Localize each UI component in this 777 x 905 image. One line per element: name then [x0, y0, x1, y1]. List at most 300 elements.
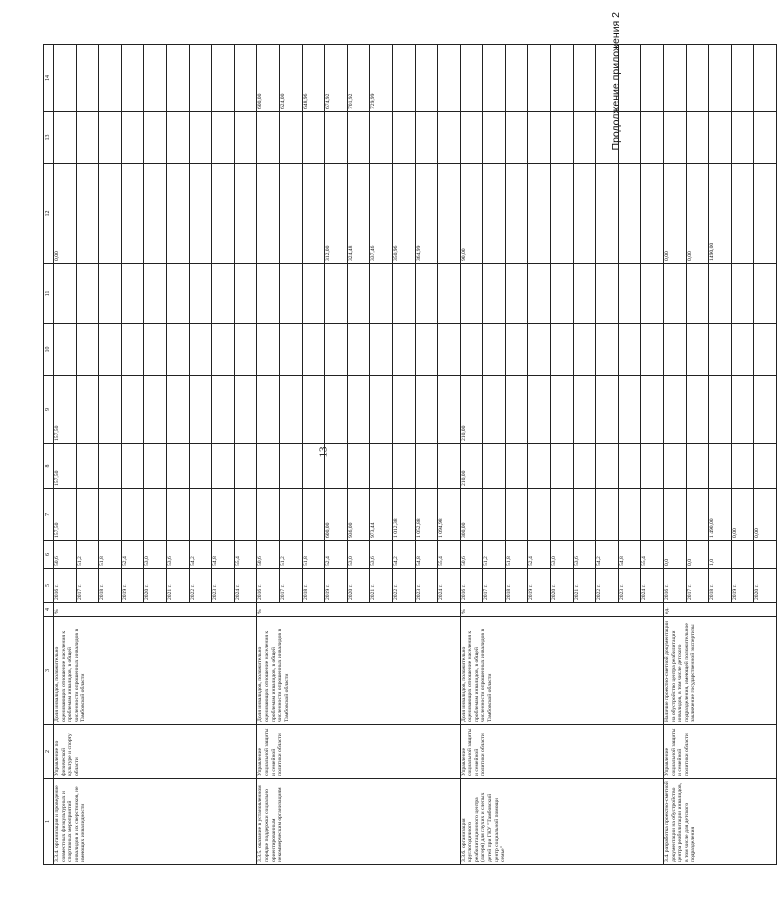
value-cell — [483, 489, 506, 541]
value-cell — [212, 376, 235, 444]
value-cell — [438, 324, 461, 376]
value-cell — [212, 164, 235, 264]
year-cell: 2023 г. — [212, 569, 235, 603]
value-cell: 54,2 — [189, 541, 212, 569]
value-cell — [686, 324, 709, 376]
value-cell: 55,4 — [438, 541, 461, 569]
year-cell: 2017 г. — [686, 569, 709, 603]
responsible-executor: Управление социальной защиты и семейной политики области — [460, 725, 663, 779]
value-cell — [99, 45, 122, 112]
value-cell — [347, 376, 370, 444]
value-cell — [279, 444, 302, 489]
value-cell — [686, 264, 709, 324]
year-cell: 2021 г. — [166, 569, 189, 603]
value-cell: 51,2 — [279, 541, 302, 569]
value-cell — [505, 324, 528, 376]
value-cell — [731, 45, 754, 112]
value-cell: 0,00 — [664, 164, 687, 264]
indicator-name: Доля инвалидов, положительно оценивающих отношение населения к проблемам инвалидов, в общей численности опрошенных инвалидов в Тамбовской области — [54, 617, 257, 725]
value-cell — [76, 164, 99, 264]
value-cell — [392, 376, 415, 444]
value-cell — [505, 376, 528, 444]
value-cell — [76, 324, 99, 376]
header-cell: 11 — [44, 264, 54, 324]
value-cell — [596, 45, 619, 112]
year-cell: 2018 г. — [709, 569, 732, 603]
value-cell — [76, 489, 99, 541]
value-cell — [641, 45, 664, 112]
value-cell: 50,6 — [460, 541, 483, 569]
value-cell — [121, 444, 144, 489]
value-cell: 54,8 — [618, 541, 641, 569]
value-cell — [189, 264, 212, 324]
responsible-executor: Управление социальной защиты и семейной политики области — [257, 725, 460, 779]
value-cell — [144, 376, 167, 444]
value-cell — [460, 324, 483, 376]
year-cell: 2024 г. — [641, 569, 664, 603]
value-cell — [709, 324, 732, 376]
year-cell: 2020 г. — [144, 569, 167, 603]
value-cell — [460, 112, 483, 164]
value-cell — [618, 489, 641, 541]
value-cell: 51,8 — [302, 541, 325, 569]
value-cell — [347, 444, 370, 489]
value-cell — [234, 444, 257, 489]
value-cell: 50,6 — [257, 541, 280, 569]
value-cell — [686, 444, 709, 489]
value-cell — [347, 112, 370, 164]
value-cell — [483, 444, 506, 489]
value-cell — [709, 45, 732, 112]
value-cell — [573, 112, 596, 164]
year-cell: 2023 г. — [415, 569, 438, 603]
value-cell — [212, 264, 235, 324]
value-cell — [189, 489, 212, 541]
value-cell — [415, 45, 438, 112]
value-cell — [76, 376, 99, 444]
header-cell: 13 — [44, 112, 54, 164]
activity-name: 3.3.4. организация и проведение совместных физкультурных и спортивных мероприятий инвалидов и их сверстников, не имеющих инвалидности — [54, 779, 257, 865]
value-cell: 157,50 — [54, 444, 77, 489]
value-cell — [528, 324, 551, 376]
value-cell — [121, 489, 144, 541]
value-cell — [189, 45, 212, 112]
value-cell — [234, 112, 257, 164]
value-cell — [54, 324, 77, 376]
year-cell: 2024 г. — [438, 569, 461, 603]
value-cell — [121, 112, 144, 164]
value-cell — [754, 45, 777, 112]
indicator-name: Наличие проектно-сметной документации на обустройство центра реабилитации инвалидов, в том числе детского подразделения, имеющей положительное заключение государственной экспертизы — [664, 617, 777, 725]
value-cell — [618, 264, 641, 324]
year-cell: 2024 г. — [234, 569, 257, 603]
value-cell: 157,50 — [54, 489, 77, 541]
value-cell — [573, 264, 596, 324]
value-cell: 600,00 — [325, 489, 348, 541]
value-cell — [212, 489, 235, 541]
value-cell — [392, 264, 415, 324]
value-cell — [573, 324, 596, 376]
value-cell: 674,92 — [325, 45, 348, 112]
value-cell — [731, 541, 754, 569]
year-cell: 2020 г. — [347, 569, 370, 603]
value-cell — [618, 444, 641, 489]
year-cell: 2019 г. — [528, 569, 551, 603]
value-cell — [460, 45, 483, 112]
indicator-name: Доля инвалидов, положительно оценивающих отношение населения к проблемам инвалидов, в общей численности опрошенных инвалидов в Тамбовской области — [460, 617, 663, 725]
value-cell — [528, 164, 551, 264]
value-cell: 324,48 — [347, 164, 370, 264]
value-cell — [257, 164, 280, 264]
value-cell — [144, 164, 167, 264]
appendix-caption: Продолжение приложения 2 — [610, 12, 622, 151]
value-cell: 337,46 — [370, 164, 393, 264]
value-cell — [144, 112, 167, 164]
value-cell: 51,8 — [505, 541, 528, 569]
value-cell — [551, 444, 574, 489]
value-cell — [618, 376, 641, 444]
value-cell: 936,00 — [347, 489, 370, 541]
value-cell: 364,99 — [415, 164, 438, 264]
value-cell: 210,00 — [460, 376, 483, 444]
value-cell — [166, 444, 189, 489]
value-cell — [302, 444, 325, 489]
value-cell — [189, 112, 212, 164]
value-cell — [528, 444, 551, 489]
value-cell: 52,4 — [528, 541, 551, 569]
value-cell — [121, 45, 144, 112]
value-cell — [279, 376, 302, 444]
value-cell — [664, 45, 687, 112]
table-row — [664, 45, 687, 865]
year-cell: 2017 г. — [483, 569, 506, 603]
value-cell: 624,00 — [279, 45, 302, 112]
value-cell — [596, 112, 619, 164]
activity-name: 3.3.5. оказание в установленном порядке поддержки социально ориентированным некоммерческим организациям — [257, 779, 460, 865]
value-cell — [505, 45, 528, 112]
value-cell — [573, 45, 596, 112]
value-cell: 1 094,98 — [438, 489, 461, 541]
value-cell — [166, 164, 189, 264]
value-cell — [234, 164, 257, 264]
value-cell — [641, 264, 664, 324]
value-cell — [505, 489, 528, 541]
responsible-executor: Управление по физической культуре и спорту области — [54, 725, 257, 779]
value-cell — [505, 112, 528, 164]
unit-of-measure: % — [54, 603, 257, 617]
value-cell — [528, 376, 551, 444]
value-cell — [144, 489, 167, 541]
value-cell — [551, 112, 574, 164]
value-cell — [664, 444, 687, 489]
value-cell — [54, 264, 77, 324]
year-cell: 2016 г. — [54, 569, 77, 603]
value-cell: 1 052,88 — [415, 489, 438, 541]
value-cell — [234, 376, 257, 444]
value-cell — [483, 164, 506, 264]
value-cell — [754, 376, 777, 444]
value-cell: 53,6 — [573, 541, 596, 569]
value-cell — [234, 45, 257, 112]
value-cell: 53,6 — [166, 541, 189, 569]
value-cell — [483, 112, 506, 164]
value-cell — [370, 112, 393, 164]
value-cell — [551, 164, 574, 264]
value-cell: 1 012,38 — [392, 489, 415, 541]
value-cell — [121, 324, 144, 376]
value-cell — [731, 376, 754, 444]
value-cell — [99, 264, 122, 324]
value-cell — [618, 112, 641, 164]
year-cell: 2022 г. — [392, 569, 415, 603]
value-cell — [438, 45, 461, 112]
value-cell — [731, 264, 754, 324]
value-cell — [415, 324, 438, 376]
value-cell — [76, 444, 99, 489]
value-cell — [596, 264, 619, 324]
value-cell: 312,00 — [325, 164, 348, 264]
value-cell — [596, 324, 619, 376]
year-cell: 2020 г. — [754, 569, 777, 603]
value-cell — [551, 264, 574, 324]
year-cell: 2023 г. — [618, 569, 641, 603]
value-cell — [483, 45, 506, 112]
value-cell — [144, 264, 167, 324]
header-cell: 4 — [44, 603, 54, 617]
value-cell — [257, 112, 280, 164]
header-cell: 12 — [44, 164, 54, 264]
value-cell — [257, 444, 280, 489]
value-cell: 701,92 — [347, 45, 370, 112]
value-cell — [551, 45, 574, 112]
table-row — [257, 45, 280, 865]
value-cell: 51,2 — [76, 541, 99, 569]
value-cell — [438, 264, 461, 324]
value-cell — [392, 444, 415, 489]
value-cell — [731, 164, 754, 264]
value-cell — [257, 264, 280, 324]
header-cell: 2 — [44, 725, 54, 779]
value-cell: 1490,00 — [709, 164, 732, 264]
value-cell — [279, 264, 302, 324]
value-cell — [166, 45, 189, 112]
value-cell — [754, 324, 777, 376]
year-cell: 2016 г. — [664, 569, 687, 603]
value-cell — [166, 376, 189, 444]
value-cell — [166, 112, 189, 164]
value-cell — [641, 489, 664, 541]
value-cell — [438, 376, 461, 444]
value-cell — [144, 324, 167, 376]
value-cell — [415, 444, 438, 489]
value-cell — [573, 164, 596, 264]
value-cell — [347, 324, 370, 376]
value-cell — [166, 489, 189, 541]
value-cell — [99, 164, 122, 264]
value-cell — [279, 112, 302, 164]
value-cell: 54,8 — [212, 541, 235, 569]
value-cell — [483, 324, 506, 376]
value-cell — [302, 264, 325, 324]
value-cell: 0,00 — [54, 164, 77, 264]
value-cell — [54, 112, 77, 164]
value-cell — [234, 489, 257, 541]
value-cell — [189, 164, 212, 264]
value-cell — [189, 376, 212, 444]
value-cell: 0,00 — [754, 489, 777, 541]
value-cell — [76, 45, 99, 112]
year-cell: 2020 г. — [551, 569, 574, 603]
value-cell — [212, 324, 235, 376]
value-cell: 51,2 — [483, 541, 506, 569]
value-cell: 90,00 — [460, 164, 483, 264]
header-cell: 8 — [44, 444, 54, 489]
value-cell: 50,6 — [54, 541, 77, 569]
value-cell — [664, 376, 687, 444]
value-cell — [438, 444, 461, 489]
value-cell — [347, 264, 370, 324]
value-cell: 973,44 — [370, 489, 393, 541]
value-cell — [596, 376, 619, 444]
value-cell — [212, 45, 235, 112]
value-cell: 210,00 — [460, 444, 483, 489]
year-cell: 2017 г. — [76, 569, 99, 603]
activity-name: 3.3.6. организация круглогодичного реабилитационного центра (лагеря) для глухих и слепых детей при ГКУ "Тамбовский центр социальной помощи семье" — [460, 779, 663, 865]
value-cell — [686, 112, 709, 164]
value-cell: 0,00 — [686, 164, 709, 264]
value-cell — [279, 164, 302, 264]
value-cell — [302, 376, 325, 444]
value-cell: 1,0 — [709, 541, 732, 569]
value-cell — [686, 45, 709, 112]
value-cell — [189, 444, 212, 489]
year-cell: 2016 г. — [257, 569, 280, 603]
value-cell — [121, 164, 144, 264]
value-cell — [279, 489, 302, 541]
value-cell — [460, 264, 483, 324]
value-cell — [438, 112, 461, 164]
value-cell — [505, 444, 528, 489]
header-cell: 1 — [44, 779, 54, 865]
value-cell: 53,0 — [144, 541, 167, 569]
value-cell: 51,8 — [99, 541, 122, 569]
value-cell — [709, 264, 732, 324]
value-cell — [370, 324, 393, 376]
table-row — [460, 45, 483, 865]
value-cell — [325, 444, 348, 489]
value-cell — [551, 489, 574, 541]
value-cell — [99, 489, 122, 541]
year-cell: 2018 г. — [505, 569, 528, 603]
value-cell: 54,2 — [596, 541, 619, 569]
value-cell — [99, 444, 122, 489]
value-cell: 729,99 — [370, 45, 393, 112]
value-cell — [483, 264, 506, 324]
value-cell — [731, 444, 754, 489]
value-cell — [392, 324, 415, 376]
unit-of-measure: % — [257, 603, 460, 617]
value-cell — [370, 264, 393, 324]
value-cell — [144, 444, 167, 489]
year-cell: 2019 г. — [325, 569, 348, 603]
value-cell — [234, 264, 257, 324]
value-cell — [551, 376, 574, 444]
value-cell — [618, 164, 641, 264]
value-cell — [754, 112, 777, 164]
value-cell — [641, 324, 664, 376]
value-cell — [754, 264, 777, 324]
value-cell — [76, 112, 99, 164]
indicator-name: Доля инвалидов, положительно оценивающих отношение населения к проблемам инвалидов, в общей численности опрошенных инвалидов в Тамбовской области — [257, 617, 460, 725]
value-cell: 52,4 — [325, 541, 348, 569]
value-cell — [664, 489, 687, 541]
value-cell — [99, 324, 122, 376]
year-cell: 2018 г. — [99, 569, 122, 603]
value-cell — [302, 324, 325, 376]
value-cell — [709, 376, 732, 444]
value-cell — [121, 264, 144, 324]
value-cell: 53,0 — [551, 541, 574, 569]
header-cell: 5 — [44, 569, 54, 603]
value-cell — [438, 164, 461, 264]
header-cell: 14 — [44, 45, 54, 112]
value-cell — [664, 264, 687, 324]
unit-of-measure: % — [460, 603, 663, 617]
value-cell — [392, 112, 415, 164]
value-cell — [302, 164, 325, 264]
value-cell — [415, 376, 438, 444]
value-cell — [166, 324, 189, 376]
value-cell: 648,96 — [302, 45, 325, 112]
value-cell — [505, 164, 528, 264]
table-row — [54, 45, 77, 865]
value-cell — [99, 376, 122, 444]
value-cell — [302, 112, 325, 164]
value-cell — [731, 324, 754, 376]
value-cell — [528, 45, 551, 112]
value-cell — [483, 376, 506, 444]
value-cell — [279, 324, 302, 376]
value-cell — [528, 264, 551, 324]
value-cell: 0,0 — [686, 541, 709, 569]
value-cell — [618, 45, 641, 112]
header-cell: 7 — [44, 489, 54, 541]
year-cell: 2021 г. — [370, 569, 393, 603]
value-cell — [641, 376, 664, 444]
year-cell: 2019 г. — [731, 569, 754, 603]
value-cell — [686, 489, 709, 541]
value-cell — [596, 444, 619, 489]
value-cell — [641, 164, 664, 264]
value-cell — [189, 324, 212, 376]
year-cell: 2018 г. — [302, 569, 325, 603]
header-cell: 3 — [44, 617, 54, 725]
value-cell — [325, 264, 348, 324]
value-cell — [325, 376, 348, 444]
value-cell — [709, 444, 732, 489]
appendix-table — [43, 44, 777, 865]
value-cell — [212, 112, 235, 164]
value-cell — [370, 444, 393, 489]
year-cell: 2021 г. — [573, 569, 596, 603]
value-cell: 0,00 — [731, 489, 754, 541]
value-cell — [641, 112, 664, 164]
value-cell — [754, 541, 777, 569]
year-cell: 2016 г. — [460, 569, 483, 603]
value-cell — [166, 264, 189, 324]
year-cell: 2019 г. — [121, 569, 144, 603]
value-cell — [212, 444, 235, 489]
